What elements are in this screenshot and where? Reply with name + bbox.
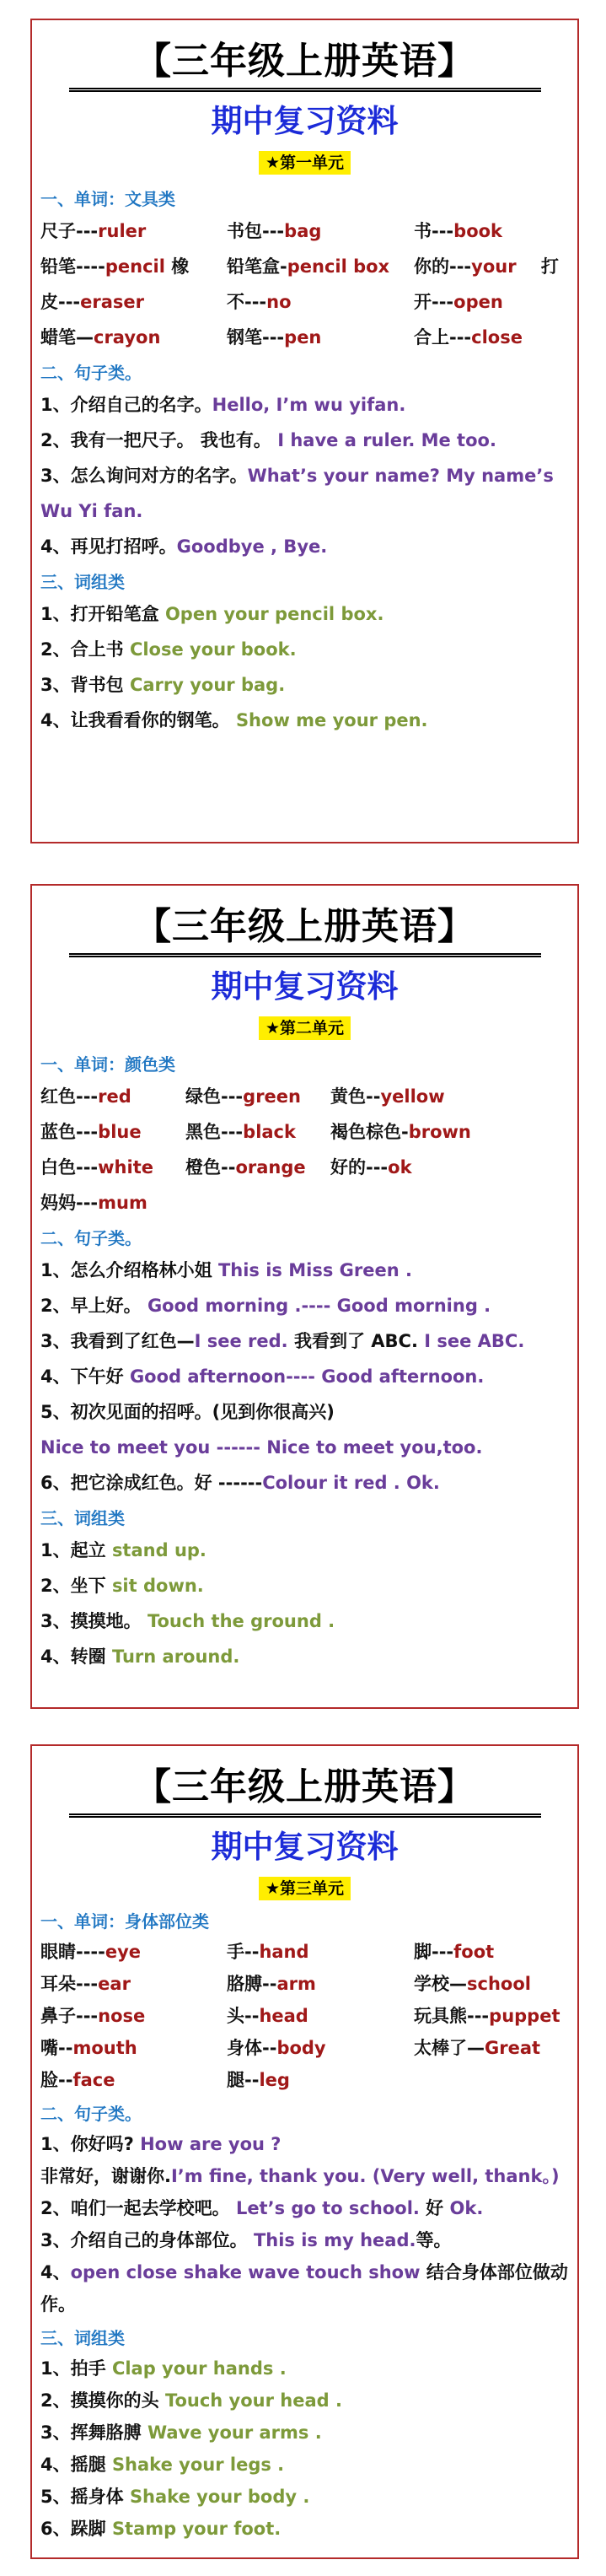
vocab-item: 胳膊--arm bbox=[227, 1974, 316, 1994]
phrase-line: 4、摇腿 Shake your legs . bbox=[40, 2455, 285, 2475]
phrase-line: 5、摇身体 Shake your body . bbox=[40, 2487, 310, 2507]
section-words-heading: 一、单词：身体部位类 bbox=[40, 1911, 209, 1932]
vocab-grid bbox=[40, 213, 571, 355]
vocab-item: 太棒了—Great bbox=[414, 2038, 541, 2058]
phrase-line: 3、背书包 Carry your bag. bbox=[40, 675, 286, 695]
vocab-item: 蓝色---blue bbox=[40, 1122, 142, 1142]
unit-badge: ★第二单元 bbox=[259, 1016, 351, 1040]
section-sentences-heading: 二、句子类。 bbox=[40, 363, 142, 383]
phrase-line: 3、挥舞胳膊 Wave your arms . bbox=[40, 2422, 322, 2443]
phrase-line: 1、拍手 Clap your hands . bbox=[40, 2358, 287, 2379]
vocab-item: 铅笔盒-pencil box bbox=[227, 256, 390, 277]
vocab-item: 妈妈---mum bbox=[40, 1193, 147, 1213]
sentence-line: 3、我看到了红色—I see red. 我看到了 ABC. I see ABC. bbox=[40, 1331, 525, 1351]
section-sentences-heading: 二、句子类。 bbox=[40, 2104, 142, 2124]
phrase-line: 1、起立 stand up. bbox=[40, 1540, 206, 1560]
vocab-item: 橙色--orange bbox=[185, 1157, 306, 1178]
sentence-line: 1、你好吗? How are you ? bbox=[40, 2134, 282, 2154]
section-words-heading: 一、单词：文具类 bbox=[40, 189, 175, 209]
vocab-item: 白色---white bbox=[40, 1157, 153, 1178]
card-title: 【三年级上册英语】 bbox=[69, 1761, 541, 1818]
unit-1-card bbox=[30, 19, 579, 843]
sentence-line: 3、介绍自己的身体部位。 This is my head.等。 bbox=[40, 2230, 452, 2250]
vocab-item: 红色---red bbox=[40, 1086, 131, 1107]
phrase-line: 2、合上书 Close your book. bbox=[40, 639, 297, 660]
vocab-item: 脸--face bbox=[40, 2070, 115, 2090]
sentence-line: 2、早上好。 Good morning .---- Good morning . bbox=[40, 1296, 491, 1316]
vocab-item: 黑色---black bbox=[185, 1122, 296, 1142]
sentence-line: Nice to meet you ------ Nice to meet you,too. bbox=[40, 1437, 483, 1458]
vocab-item: 合上---close bbox=[414, 327, 523, 348]
phrase-line: 6、跺脚 Stamp your foot. bbox=[40, 2519, 282, 2539]
vocab-item: 绿色---green bbox=[185, 1086, 301, 1107]
vocab-item: 皮---eraser bbox=[40, 292, 145, 312]
vocab-item: 脚---foot bbox=[414, 1942, 495, 1962]
vocab-item: 身体--body bbox=[227, 2038, 326, 2058]
sentence-line: 2、咱们一起去学校吧。 Let’s go to school. 好 Ok. bbox=[40, 2198, 484, 2218]
sentence-line: 4、下午好 Good afternoon---- Good afternoon. bbox=[40, 1366, 485, 1387]
section-words-heading: 一、单词：颜色类 bbox=[40, 1054, 175, 1075]
vocab-item: 开---open bbox=[414, 292, 503, 312]
vocab-item: 玩具熊---puppet bbox=[414, 2006, 560, 2026]
vocab-item: 黄色--yellow bbox=[330, 1086, 445, 1107]
section-phrases-heading: 三、词组类 bbox=[40, 572, 125, 592]
phrase-line: 2、坐下 sit down. bbox=[40, 1576, 204, 1596]
sentence-line: 4、open close shake wave touch show 结合身体部位做动 bbox=[40, 2262, 568, 2282]
vocab-item: 学校—school bbox=[414, 1974, 531, 1994]
vocab-item: 蜡笔—crayon bbox=[40, 327, 161, 348]
vocab-item: 铅笔----pencil 橡 bbox=[40, 256, 190, 277]
sentence-line: 2、我有一把尺子。 我也有。 I have a ruler. Me too. bbox=[40, 430, 496, 450]
vocab-item: 褐色棕色-brown bbox=[330, 1122, 471, 1142]
vocab-grid bbox=[40, 1936, 571, 2096]
section-phrases-heading: 三、词组类 bbox=[40, 1508, 125, 1528]
sentence-line: 3、怎么询问对方的名字。What’s your name? My name’s bbox=[40, 466, 554, 486]
unit-3-card bbox=[30, 1744, 579, 2559]
sentence-line: 5、初次见面的招呼。(见到你很高兴) bbox=[40, 1402, 335, 1422]
sentence-line: Wu Yi fan. bbox=[40, 501, 143, 521]
vocab-item: 嘴--mouth bbox=[40, 2038, 137, 2058]
phrase-line: 4、转圈 Turn around. bbox=[40, 1646, 240, 1667]
phrase-line: 1、打开铅笔盒 Open your pencil box. bbox=[40, 604, 384, 624]
vocab-item: 手--hand bbox=[227, 1942, 309, 1962]
section-phrases-heading: 三、词组类 bbox=[40, 2328, 125, 2348]
vocab-item: 腿--leg bbox=[227, 2070, 290, 2090]
phrase-line: 4、让我看看你的钢笔。 Show me your pen. bbox=[40, 710, 428, 730]
section-sentences-heading: 二、句子类。 bbox=[40, 1228, 142, 1248]
vocab-item: 你的---your 打 bbox=[414, 256, 559, 277]
sentence-line: 作。 bbox=[40, 2294, 76, 2315]
card-title: 【三年级上册英语】 bbox=[69, 901, 541, 957]
vocab-item: 眼睛----eye bbox=[40, 1942, 142, 1962]
sentence-line: 1、怎么介绍格林小姐 This is Miss Green . bbox=[40, 1260, 412, 1280]
vocab-item: 钢笔---pen bbox=[227, 327, 322, 348]
vocab-item: 耳朵---ear bbox=[40, 1974, 131, 1994]
card-title: 【三年级上册英语】 bbox=[69, 35, 541, 92]
vocab-item: 头--head bbox=[227, 2006, 308, 2026]
unit-2-card bbox=[30, 884, 579, 1709]
unit-badge: ★第三单元 bbox=[259, 1877, 351, 1900]
card-subtitle: 期中复习资料 bbox=[211, 968, 399, 1005]
phrase-line: 3、摸摸地。 Touch the ground . bbox=[40, 1611, 335, 1631]
vocab-item: 好的---ok bbox=[330, 1157, 412, 1178]
card-subtitle: 期中复习资料 bbox=[211, 103, 399, 139]
sentence-line: 1、介绍自己的名字。Hello, I’m wu yifan. bbox=[40, 395, 406, 415]
sentence-line: 4、再见打招呼。Goodbye , Bye. bbox=[40, 536, 328, 557]
vocab-grid bbox=[40, 1079, 571, 1221]
sentence-line: 6、把它涂成红色。好 ------Colour it red . Ok. bbox=[40, 1473, 440, 1493]
vocab-item: 书包---bag bbox=[227, 221, 322, 241]
unit-badge: ★第一单元 bbox=[259, 151, 351, 175]
sentence-line: 非常好，谢谢你.I’m fine, thank you. (Very well, thank。) bbox=[40, 2166, 560, 2186]
vocab-item: 鼻子---nose bbox=[40, 2006, 146, 2026]
vocab-item: 尺子---ruler bbox=[40, 221, 147, 241]
vocab-item: 不---no bbox=[227, 292, 292, 312]
phrase-line: 2、摸摸你的头 Touch your head . bbox=[40, 2390, 342, 2411]
card-subtitle: 期中复习资料 bbox=[211, 1829, 399, 1865]
vocab-item: 书---book bbox=[414, 221, 503, 241]
